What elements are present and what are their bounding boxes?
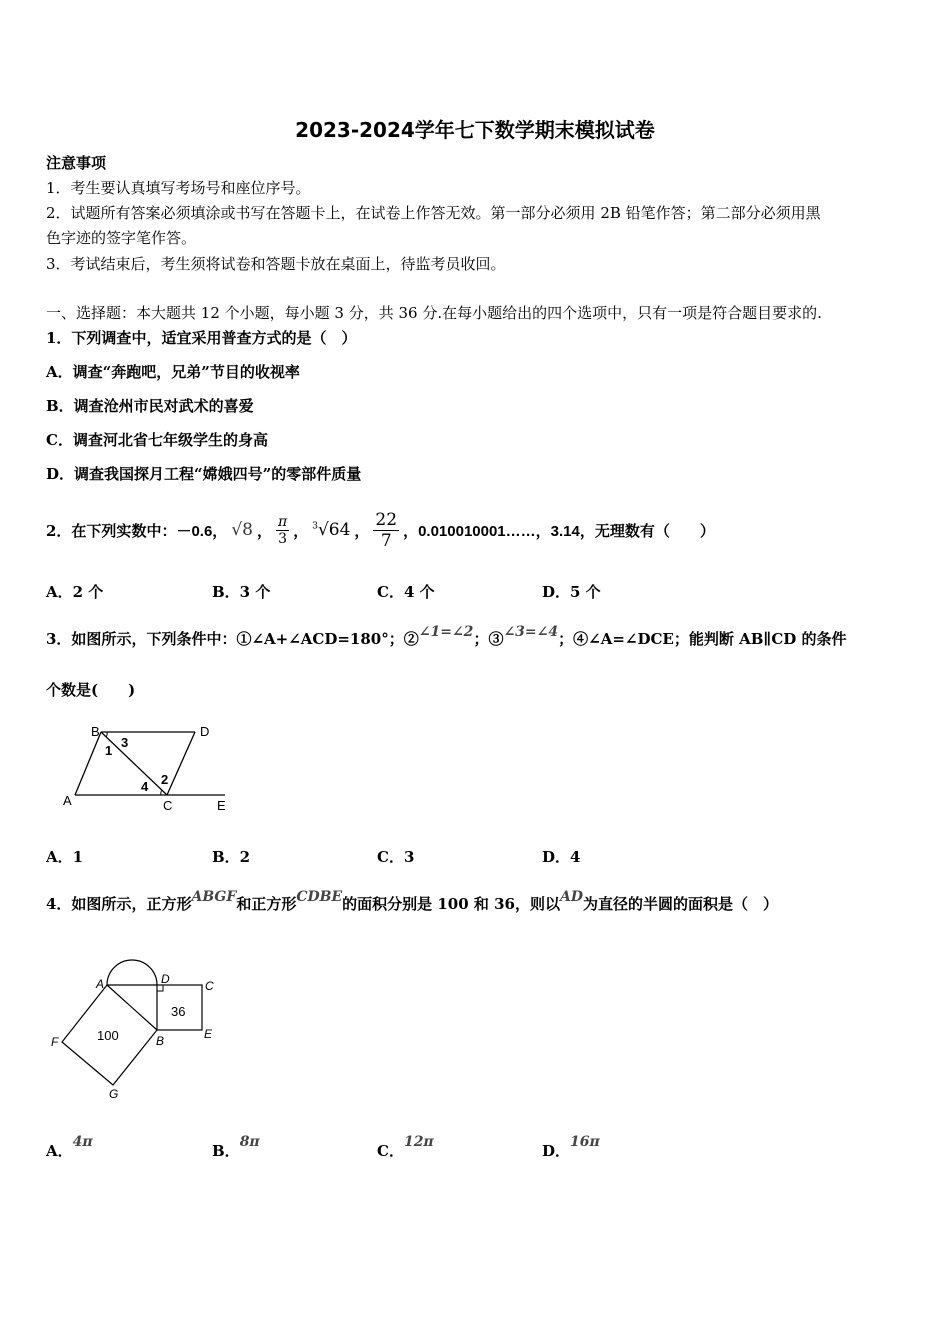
q2-pi-den: 3 (278, 530, 288, 547)
label-E: E (217, 798, 226, 813)
q3-cond3: ∠3=∠4 (503, 624, 559, 640)
q3-option-c: C．3 (377, 848, 415, 866)
label-angle-2: 2 (161, 772, 169, 787)
label-G: G (109, 1087, 119, 1101)
notice-item-1: 1．考生要认真填写考场号和座位序号。 (46, 179, 311, 197)
q2-frac-den: 7 (380, 530, 392, 551)
q2-cbrt64 (312, 520, 350, 540)
q4-option-c (377, 1134, 434, 1161)
q3-stem (46, 624, 847, 649)
q4-stem-a: 4．如图所示，正方形 (46, 895, 192, 913)
label-F: F (51, 1035, 59, 1049)
q3-cond2: ∠1=∠2 (418, 624, 474, 640)
q4-stem-c: 的面积分别是 100 和 36，则以 (342, 895, 560, 913)
page-title: 2023-2024学年七下数学期末模拟试卷 (295, 118, 655, 142)
label-angle-4: 4 (141, 779, 149, 794)
q1-option-a: A．调查“奔跑吧，兄弟”节目的收视率 (46, 363, 300, 381)
q1-stem: 1．下列调查中，适宜采用普查方式的是（ ） (46, 329, 357, 347)
q4-option-a-label: A． (46, 1142, 73, 1160)
q4-stem-b: 和正方形 (236, 895, 297, 913)
label-C: C (205, 979, 214, 993)
q4-option-a (46, 1134, 93, 1161)
line-AB (75, 732, 101, 795)
label-angle-3: 3 (121, 735, 129, 750)
notice-item-3: 3．考试结束后，考生须将试卷和答题卡放在桌面上，待监考员收回。 (46, 255, 506, 273)
q4-option-d-label: D． (542, 1142, 571, 1160)
q4-square-2: CDBE (296, 889, 343, 905)
q2-rest: ，0.010010001……，3.14，无理数有（ ） (403, 522, 715, 540)
q2-option-d: D．5 个 (542, 583, 601, 601)
q3-option-b: B．2 (212, 848, 251, 866)
q2-prefix: 2．在下列实数中： (46, 521, 177, 540)
label-A: A (96, 977, 105, 991)
q2-cbrt-value: √64 (317, 520, 351, 540)
label-area-100: 100 (97, 1028, 119, 1043)
label-area-36: 36 (171, 1004, 186, 1019)
q2-option-c: C．4 个 (377, 583, 435, 601)
q4-option-a-value: 4π (72, 1134, 93, 1150)
q4-segment: AD (559, 889, 583, 905)
q2-neg: －0.6， (176, 522, 228, 540)
q4-square-1: ABGF (191, 889, 237, 905)
label-D: D (200, 724, 210, 739)
q4-option-b-value: 8π (239, 1134, 260, 1150)
q4-stem (46, 889, 779, 914)
section-heading: 一、选择题：本大题共 12 个小题，每小题 3 分，共 36 分.在每小题给出的四个选项中，只有一项是符合题目要求的. (46, 304, 822, 322)
q1-option-d: D．调查我国探月工程“嫦娥四号”的零部件质量 (46, 465, 362, 483)
q1-option-c: C．调查河北省七年级学生的身高 (46, 431, 268, 449)
q3-stem-a: 3．如图所示，下列条件中：①∠A+∠ACD=180°；② (46, 630, 419, 648)
q2-sqrt8: √8 (231, 520, 253, 540)
q3-option-a: A．1 (46, 848, 84, 866)
semicircle-AD (107, 960, 157, 985)
label-B: B (91, 724, 100, 739)
q3-stem-b: ；③ (473, 630, 504, 648)
label-angle-1: 1 (105, 743, 113, 758)
q4-figure (45, 955, 230, 1105)
q4-option-c-value: 12π (403, 1134, 434, 1150)
q4-option-c-label: C． (377, 1142, 404, 1160)
q4-option-b (212, 1134, 260, 1161)
angle-arc-4 (161, 790, 162, 795)
line-DC (167, 732, 195, 795)
q1-option-b: B．调查沧州市民对武术的喜爱 (46, 397, 254, 415)
notice-item-2: 2．试题所有答案必须填涂或书写在答题卡上，在试卷上作答无效。第一部分必须用 2B 铅笔作答；第二部分必须用黑 (46, 204, 821, 222)
q3-stem-cont: 个数是( ) (46, 681, 136, 699)
q3-option-d: D．4 (542, 848, 581, 866)
label-A: A (63, 793, 72, 808)
q3-stem-c: ；④∠A=∠DCE；能判断 AB∥CD 的条件 (558, 630, 847, 648)
label-E: E (204, 1027, 213, 1041)
notice-heading: 注意事项 (46, 154, 107, 172)
q2-22-over-7 (373, 510, 399, 551)
label-B: B (156, 1034, 165, 1048)
q4-option-d (542, 1134, 600, 1161)
label-D: D (161, 972, 170, 986)
notice-item-2-cont: 色字迹的签字笔作答。 (46, 229, 197, 247)
q3-figure (55, 715, 235, 820)
q2-cbrt-index: 3 (312, 521, 318, 532)
q2-option-b: B．3 个 (212, 583, 271, 601)
q2-option-a: A．2 个 (46, 583, 104, 601)
q4-option-d-value: 16π (570, 1134, 600, 1150)
q2-frac-num: 22 (375, 509, 398, 530)
angle-arc-3 (106, 732, 107, 737)
q2-stem: 2．在下列实数中： －0.6， √8 ， $\frac{\pi}{3}$ ， $^3$√64 ， $\frac{22}{7}$ ，0.010010001……，3.14，无理数有（ ） (46, 509, 715, 551)
label-C: C (163, 798, 173, 813)
q2-pi-num: π (277, 513, 288, 530)
q4-option-b-label: B． (212, 1142, 240, 1160)
q4-stem-d: 为直径的半圆的面积是（ ） (583, 895, 779, 913)
q2-pi-over-3 (276, 514, 289, 547)
line-BC (101, 732, 167, 795)
